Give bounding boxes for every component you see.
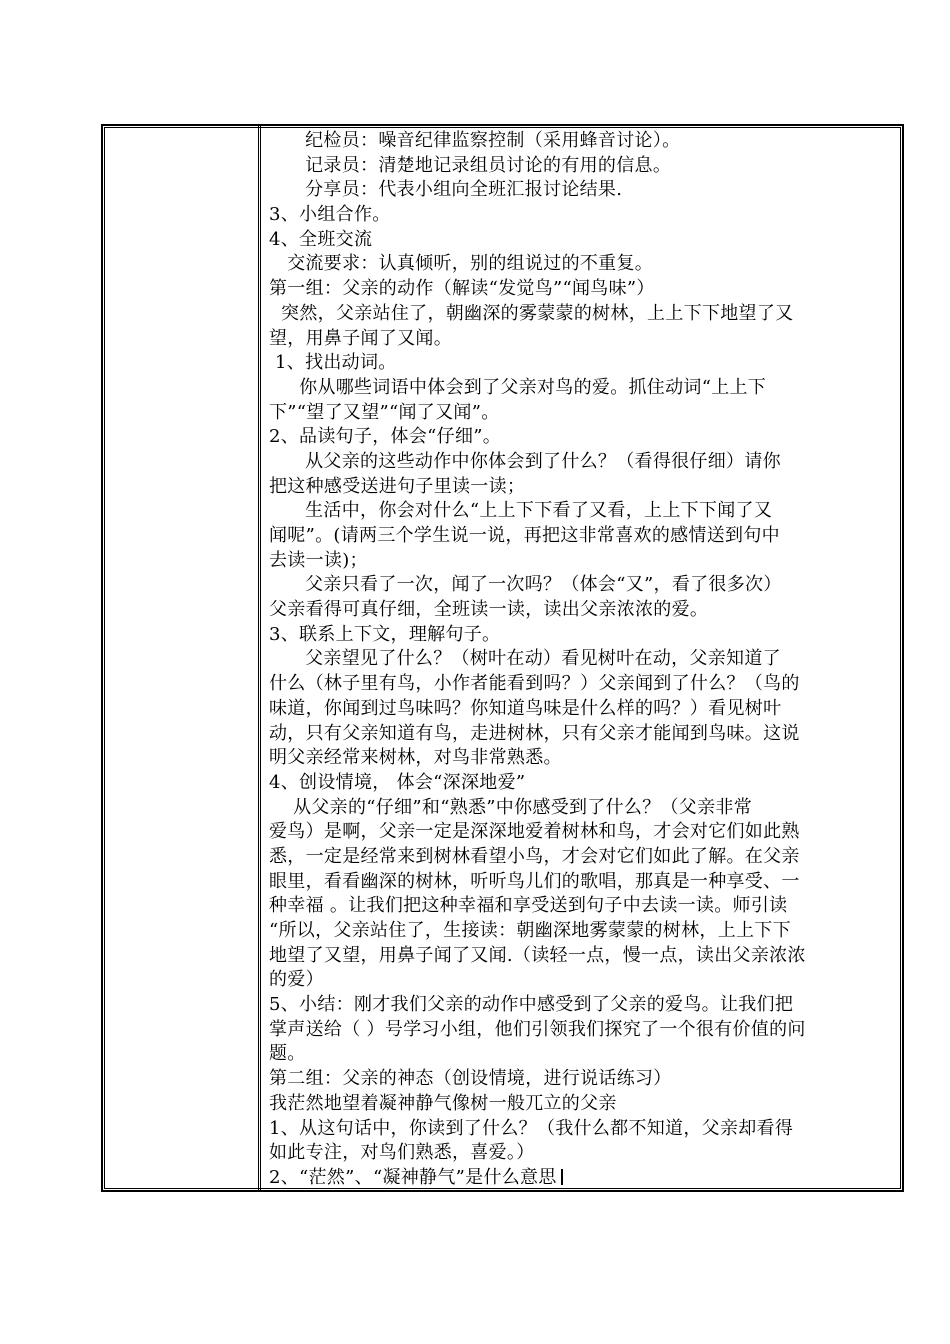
text-line: 父亲看得可真仔细，全班读一读，读出父亲浓浓的爱。 (269, 599, 709, 621)
text-line-content: 2、“茫然”、“凝神静气”是什么意思 (269, 1166, 557, 1188)
text-line: 交流要求：认真倾听，别的组说过的不重复。 (269, 253, 654, 275)
text-line: 从父亲的这些动作中你体会到了什么？（看得很仔细）请你 (269, 450, 781, 472)
text-line: 分享员：代表小组向全班汇报讨论结果. (269, 179, 623, 201)
text-line: 爱鸟）是啊，父亲一定是深深地爱着树林和鸟，才会对它们如此熟 (269, 821, 800, 843)
text-line: 地望了又望，用鼻子闻了又闻.（读轻一点，慢一点，读出父亲浓浓 (269, 944, 806, 966)
text-line: 4、创设情境， 体会“深深地爱” (269, 771, 526, 793)
text-line: 5、小结：刚才我们父亲的动作中感受到了父亲的爱鸟。让我们把 (269, 994, 794, 1016)
text-line: “所以，父亲站住了，生接读：朝幽深地雾蒙蒙的树林，上上下下 (269, 920, 791, 941)
text-line: 突然，父亲站住了，朝幽深的雾蒙蒙的树林，上上下下地望了又 (269, 302, 794, 324)
text-line: 生活中，你会对什么“上上下下看了又看，上上下下闻了又 (269, 500, 773, 522)
text-line: 你从哪些词语中体会到了父亲对鸟的爱。抓住动词“上上下 (269, 376, 767, 398)
text-line: 味道，你闻到过鸟味吗？你知道鸟味是什么样的吗？）看见树叶 (269, 697, 782, 719)
lesson-table (101, 124, 904, 1192)
text-cursor-icon (561, 1169, 563, 1185)
text-line: 种幸福 。让我们把这种幸福和享受送到句子中去读一读。师引读 (269, 895, 788, 917)
text-line: 3、小组合作。 (269, 204, 391, 226)
left-column-cell (103, 126, 260, 1190)
text-line: 题。 (269, 1043, 306, 1065)
text-line: 我茫然地望着凝神静气像树一般兀立的父亲 (269, 1092, 617, 1114)
text-line: 眼里，看看幽深的树林，听听鸟儿们的歌唱，那真是一种享受、一 (269, 870, 800, 892)
text-line: 掌声送给（ ）号学习小组，他们引领我们探究了一个很有价值的问 (269, 1018, 806, 1040)
text-line: 纪检员：噪音纪律监察控制（采用蜂音讨论）。 (269, 130, 681, 151)
text-line: 把这种感受送进句子里读一读； (269, 475, 526, 497)
text-line: 动，只有父亲知道有鸟，走进树林，只有父亲才能闻到鸟味。这说 (269, 722, 800, 744)
text-line: 什么（林子里有鸟，小作者能看到吗？）父亲闻到了什么？（鸟的 (269, 673, 800, 695)
text-line: 去读一读)； (269, 549, 368, 571)
text-line: 明父亲经常来树林，对鸟非常熟悉。 (269, 747, 562, 769)
text-line: 从父亲的“仔细”和“熟悉”中你感受到了什么？（父亲非常 (269, 796, 752, 818)
text-line: 父亲望见了什么？（树叶在动）看见树叶在动，父亲知道了 (269, 648, 781, 670)
lesson-content (269, 129, 899, 1191)
last-text-line (269, 1166, 899, 1191)
text-line: 悉，一定是经常来到树林看望小鸟，才会对它们如此了解。在父亲 (269, 845, 800, 867)
column-divider (258, 126, 261, 1190)
text-line: 望，用鼻子闻了又闻。 (269, 327, 452, 349)
text-line: 3、联系上下文，理解句子。 (269, 623, 501, 645)
section-heading: 第二组：父亲的神态（创设情境，进行说话练习） (269, 1068, 672, 1090)
text-line: 的爱） (269, 969, 324, 991)
text-line: 父亲只看了一次，闻了一次吗？（体会“又”，看了很多次） (269, 574, 782, 596)
text-line: 4、全班交流 (269, 228, 373, 250)
text-line: 1、找出动词。 (269, 352, 397, 374)
text-line: 1、从这句话中，你读到了什么？（我什么都不知道，父亲却看得 (269, 1117, 794, 1139)
text-line: 如此专注，对鸟们熟悉，喜爱。） (269, 1142, 535, 1164)
text-line: 2、品读句子，体会“仔细”。 (269, 426, 502, 448)
text-line: 下”“望了又望”“闻了又闻”。 (269, 401, 500, 423)
text-line: 记录员：清楚地记录组员讨论的有用的信息。 (269, 154, 672, 176)
section-heading: 第一组：父亲的动作（解读“发觉鸟”“闻鸟味”） (269, 278, 655, 300)
text-line: 闻呢”。(请两三个学生说一说，再把这非常喜欢的感情送到句中 (269, 525, 780, 546)
